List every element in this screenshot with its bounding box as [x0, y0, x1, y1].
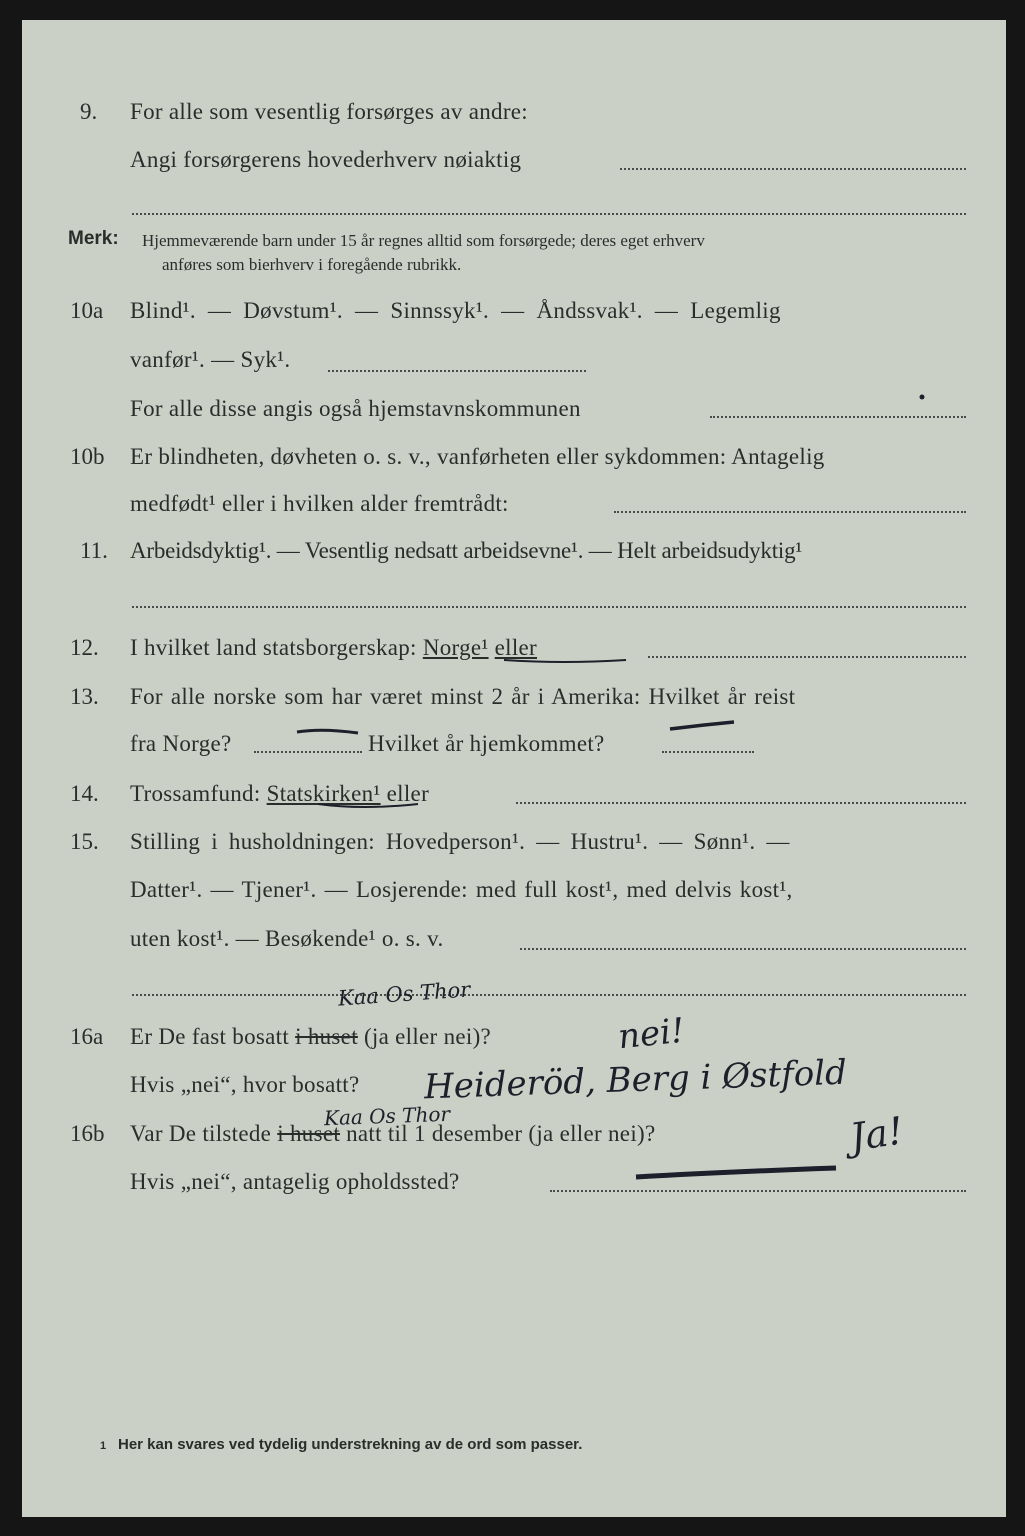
- q16b-line2: Hvis „nei“, antagelig opholdssted?: [130, 1169, 460, 1194]
- footnote-text: Her kan svares ved tydelig understrekning av de ord som passer.: [118, 1436, 583, 1453]
- q14-number: 14.: [70, 781, 99, 806]
- handwriting-answer-16a: nei!: [616, 1010, 687, 1058]
- merk-text-line1: Hjemmeværende barn under 15 år regnes alltid som forsørgede; deres eget erhverv: [142, 231, 705, 250]
- q9-line1: For alle som vesentlig forsørges av andre:: [130, 99, 528, 124]
- q10a-line2: vanfør¹. — Syk¹.: [130, 347, 291, 372]
- q16a-number: 16a: [70, 1024, 104, 1049]
- ink-dot: [920, 395, 925, 400]
- q13-number: 13.: [70, 684, 99, 709]
- q10a-number: 10a: [70, 298, 104, 323]
- q12-number: 12.: [70, 635, 99, 660]
- underline-norge: [504, 660, 626, 662]
- q9-number: 9.: [80, 99, 98, 124]
- merk-text-line2: anføres som bierhverv i foregående rubrikk.: [162, 255, 462, 274]
- q16b-number: 16b: [70, 1121, 105, 1146]
- q10b-line2: medfødt¹ eller i hvilken alder fremtrådt:: [130, 491, 509, 516]
- dash-mark-13-reist: [297, 730, 358, 733]
- handwriting-answer-16a-place: Heideröd, Berg i Østfold: [423, 1052, 848, 1108]
- q16a-line1b: (ja eller nei)?: [363, 1024, 492, 1049]
- q12-option-norge: Norge¹: [422, 635, 489, 660]
- handwriting-above-16b: Kaa Os Thor: [323, 1101, 451, 1131]
- q16b-struck-i-huset: i huset: [277, 1121, 341, 1146]
- q14-eller: eller: [386, 781, 430, 806]
- q9-line2: Angi forsørgerens hovederhverv nøiaktig: [130, 147, 522, 172]
- q16b-line1a: Var De tilstede: [130, 1121, 272, 1146]
- q12-option-eller: eller: [494, 635, 537, 660]
- q15-line2: Datter¹. — Tjener¹. — Losjerende: med full kost¹, med delvis kost¹,: [130, 877, 793, 902]
- q10a-line1: Blind¹. — Døvstum¹. — Sinnssyk¹. — Åndssvak¹. — Legemlig: [130, 298, 781, 323]
- q10b-number: 10b: [70, 444, 105, 469]
- q10b-line1: Er blindheten, døvheten o. s. v., vanførheten eller sykdommen: Antagelig: [130, 444, 825, 469]
- q16a-struck-i-huset: i huset: [295, 1024, 358, 1049]
- merk-label: Merk:: [68, 228, 119, 249]
- handwriting-above-16a: Kaa Os Thor: [337, 977, 471, 1011]
- q13-line1: For alle norske som har været minst 2 år i Amerika: Hvilket år reist: [130, 684, 796, 709]
- q16a-line1a: Er De fast bosatt: [130, 1024, 290, 1049]
- dash-mark-16b-opholdssted: [636, 1168, 836, 1177]
- underline-statskirken: [318, 804, 418, 807]
- q13-line2b: Hvilket år hjemkommet?: [368, 731, 605, 756]
- pen-strokes: [22, 20, 1006, 1517]
- q13-line2a: fra Norge?: [130, 731, 232, 756]
- dash-mark-13-hjemkommet: [670, 722, 734, 729]
- q11-number: 11.: [80, 538, 108, 563]
- footnote-marker: 1: [100, 1440, 107, 1452]
- handwriting-answer-16b: Ja!: [847, 1108, 906, 1160]
- q15-number: 15.: [70, 829, 99, 854]
- q12-prefix: I hvilket land statsborgerskap:: [130, 635, 417, 660]
- q16a-line2: Hvis „nei“, hvor bosatt?: [130, 1072, 360, 1097]
- q16b-line1b: natt til 1 desember (ja eller nei)?: [346, 1121, 656, 1146]
- q14-option-statskirken: Statskirken¹: [266, 781, 381, 806]
- q11-line1: Arbeidsdyktig¹. — Vesentlig nedsatt arbeidsevne¹. — Helt arbeidsudyktig¹: [130, 538, 803, 563]
- q15-line3: uten kost¹. — Besøkende¹ o. s. v.: [130, 926, 444, 951]
- q10a-line3: For alle disse angis også hjemstavnskommunen: [130, 396, 581, 421]
- q14-prefix: Trossamfund:: [130, 781, 261, 806]
- census-form-page: [22, 20, 1006, 1517]
- q15-line1: Stilling i husholdningen: Hovedperson¹. — Hustru¹. — Sønn¹. —: [130, 829, 790, 854]
